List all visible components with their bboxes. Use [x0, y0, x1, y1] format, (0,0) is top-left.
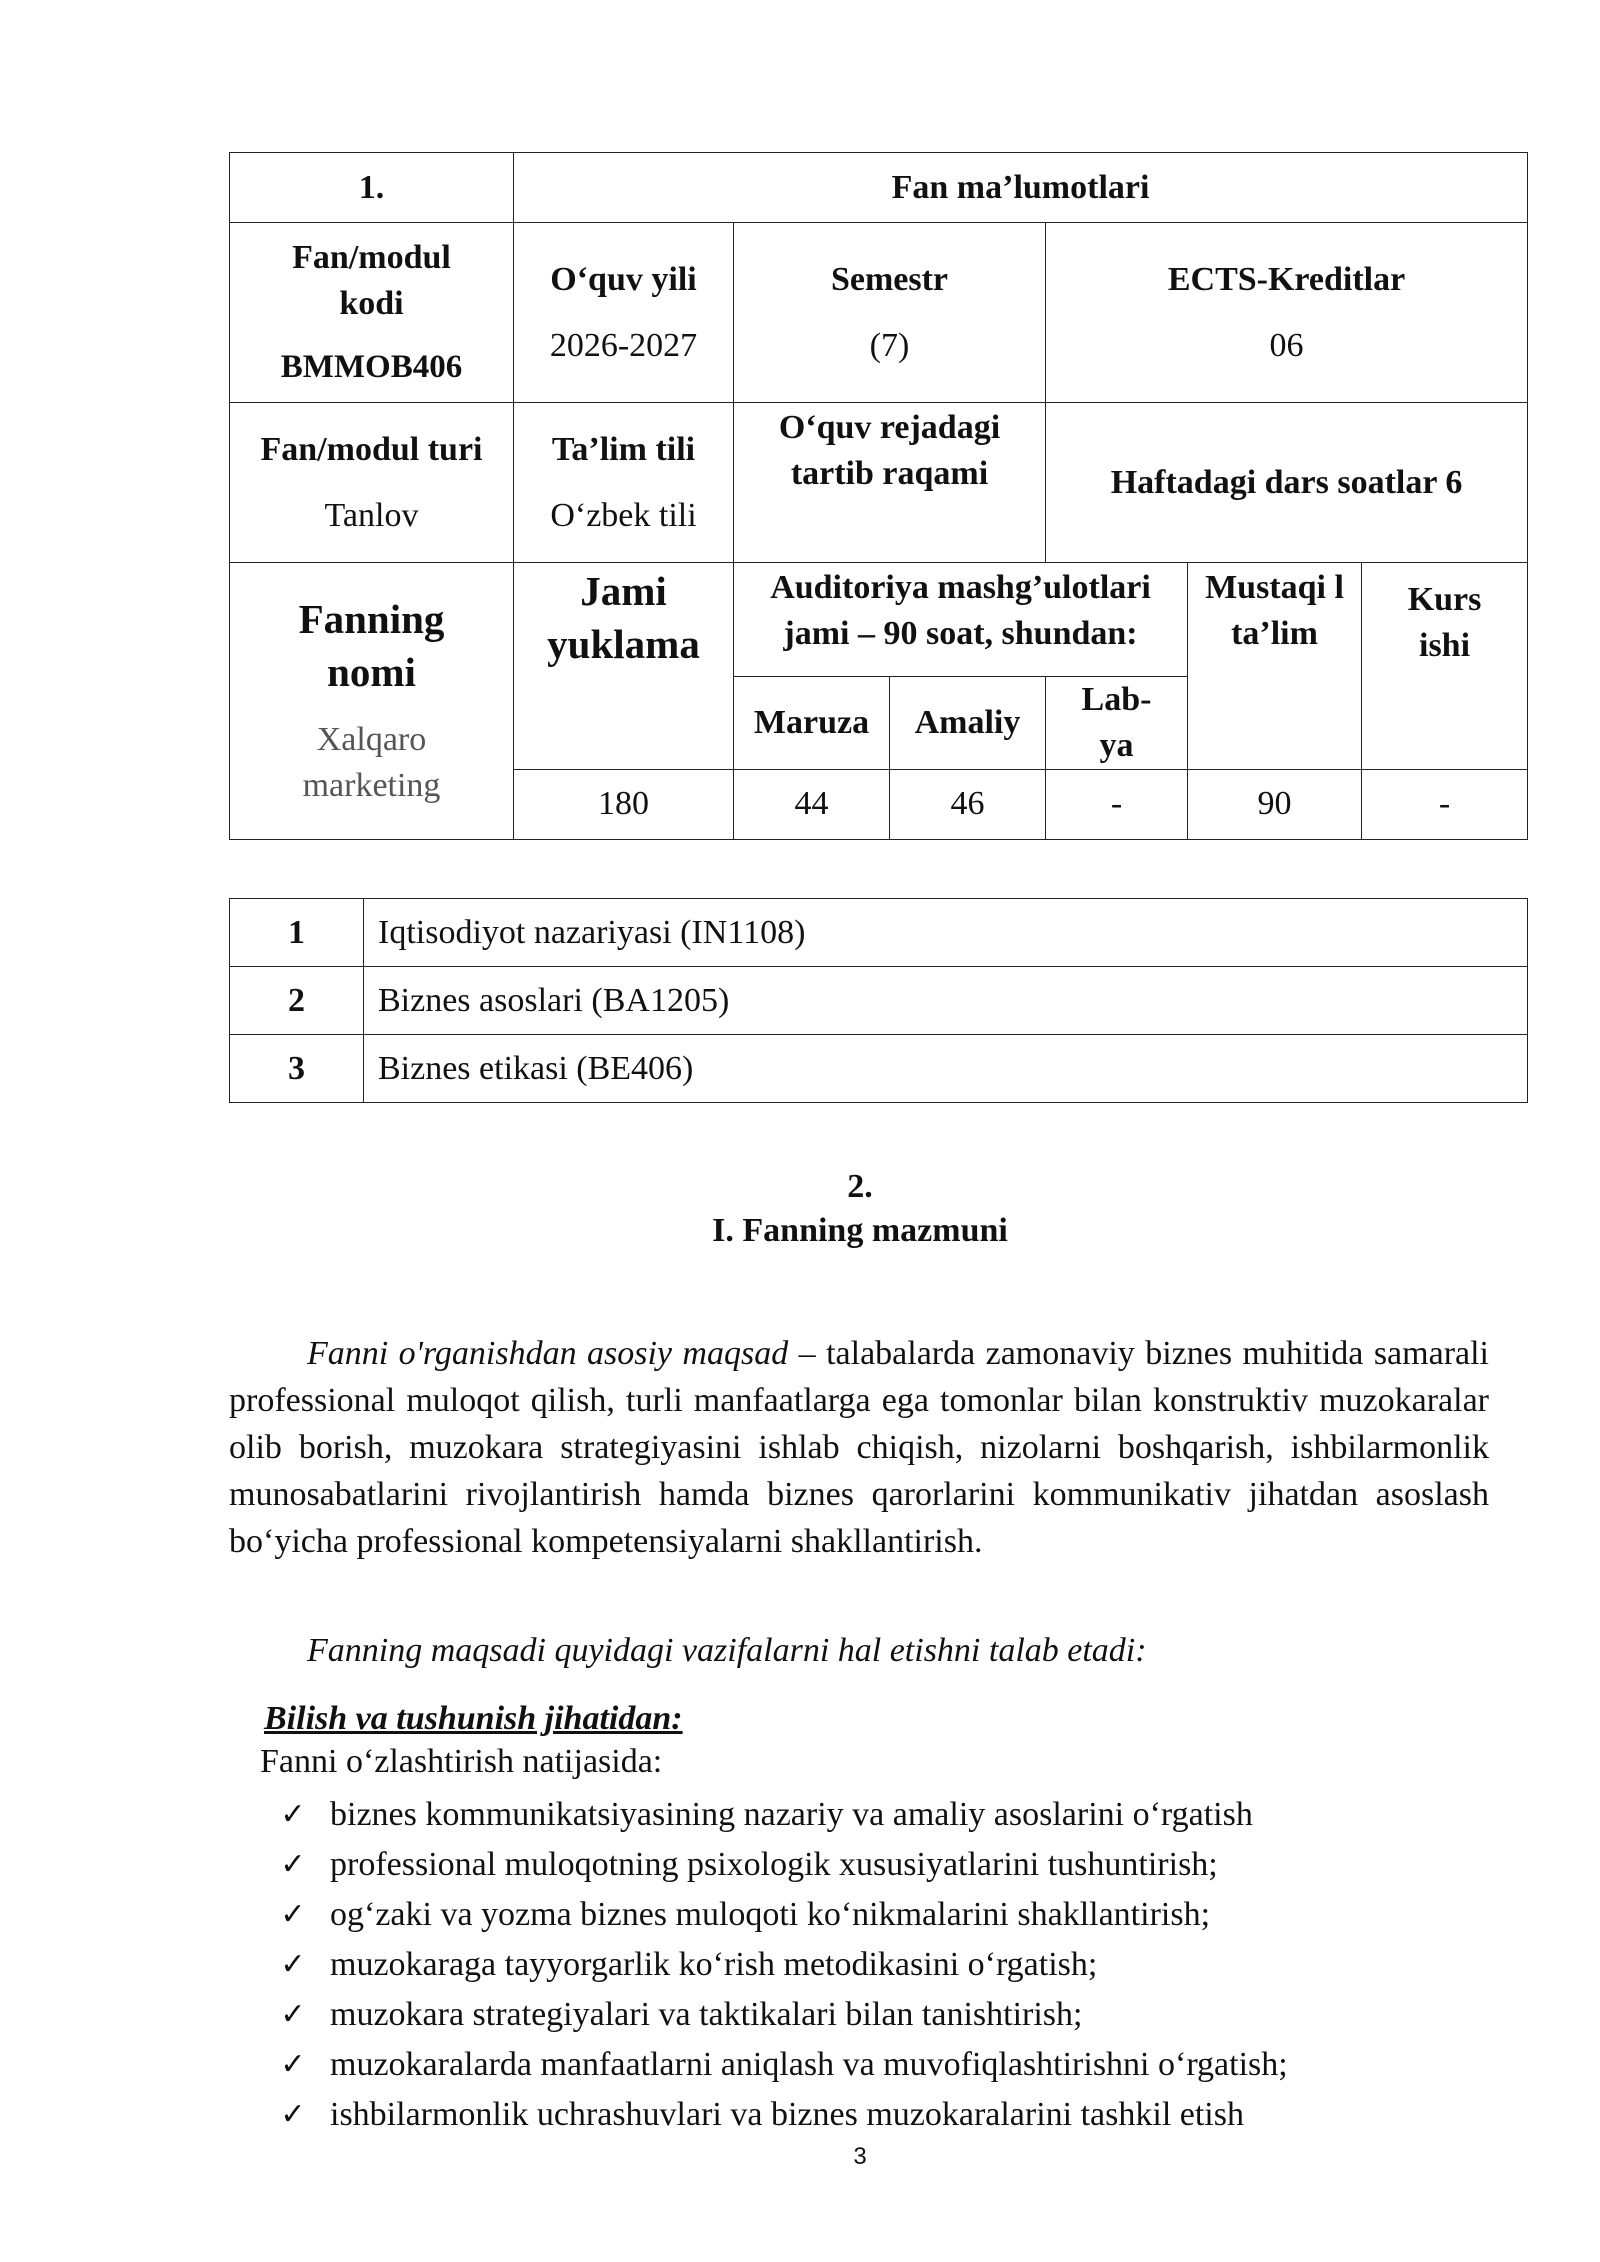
- list-item-text: og‘zaki va yozma biznes muloqoti ko‘nikmalarini shakllantirish;: [330, 1896, 1211, 1933]
- prereq-text: Biznes asoslari (BA1205): [364, 967, 1528, 1035]
- practical-label: Amaliy: [890, 677, 1046, 770]
- ects-cell: [1046, 223, 1528, 403]
- list-item-text: professional muloqotning psixologik xususiyatlarini tushuntirish;: [330, 1846, 1218, 1883]
- section-title: I. Fanning mazmuni: [712, 1212, 1008, 1249]
- ects-value: 06: [1269, 326, 1304, 364]
- semester-value: (7): [869, 326, 910, 364]
- subject-value: Xalqaro marketing: [302, 721, 441, 805]
- lang-value: O‘zbek tili: [550, 496, 697, 534]
- goal-lead: Fanni o'rganishdan asosiy maqsad: [307, 1335, 789, 1372]
- table-row: [230, 1035, 1528, 1103]
- auditorium-cell: [734, 563, 1188, 677]
- prereq-num: 3: [230, 1035, 364, 1103]
- total-label-cell: [514, 563, 734, 770]
- subheading: Bilish va tushunish jihatidan:: [264, 1700, 683, 1737]
- section-number-cell: 1.: [230, 153, 514, 223]
- auditorium-label: Auditoriya mashg’ulotlari jami – 90 soat, shundan:: [770, 569, 1151, 652]
- semester-label: Semestr: [830, 260, 949, 298]
- lab-value: -: [1046, 769, 1188, 839]
- table-row: [230, 899, 1528, 967]
- weekly-label: Haftadagi dars soatlar 6: [1110, 463, 1463, 501]
- order-label: O‘quv rejadagi tartib raqami: [778, 409, 1001, 492]
- check-icon: ✓: [280, 2098, 306, 2131]
- section-number: 2.: [847, 1168, 873, 1205]
- subject-cell: [230, 563, 514, 840]
- code-value: BMMOB406: [280, 349, 463, 386]
- year-label: O‘quv yili: [550, 260, 697, 298]
- list-item: [276, 1840, 1288, 1890]
- code-label: Fan/modul kodi: [292, 239, 451, 323]
- independent-label: Mustaqi l ta’lim: [1205, 569, 1344, 652]
- page-number: 3: [853, 2143, 867, 2170]
- list-item: [276, 1790, 1288, 1840]
- year-value: 2026-2027: [549, 326, 698, 364]
- list-item: [276, 2040, 1288, 2090]
- lang-cell: [514, 403, 734, 563]
- practical-value: 46: [890, 769, 1046, 839]
- list-item: [276, 1940, 1288, 1990]
- code-cell: [230, 223, 514, 403]
- check-icon: ✓: [280, 1898, 306, 1931]
- sub-lead: Fanni o‘zlashtirish natijasida:: [260, 1743, 663, 1780]
- weekly-cell: [1046, 403, 1528, 563]
- list-item-text: muzokaraga tayyorgarlik ko‘rish metodikasini o‘rgatish;: [330, 1946, 1098, 1983]
- list-item-text: ishbilarmonlik uchrashuvlari va biznes muzokaralarini tashkil etish: [330, 2096, 1244, 2133]
- list-item-text: muzokaralarda manfaatlarni aniqlash va muvofiqlashtirishni o‘rgatish;: [330, 2046, 1288, 2083]
- check-icon: ✓: [280, 1948, 306, 1981]
- check-icon: ✓: [280, 1798, 306, 1831]
- coursework-value: -: [1362, 769, 1528, 839]
- coursework-label: Kurs ishi: [1407, 581, 1482, 664]
- goal-body: – talabalarda zamonaviy biznes muhitida samarali professional muloqot qilish, turli manfaatlarga ega tomonlar bilan konstruktiv muzokaralar olib borish, muzokara strategiyasini ishlab chiqish, nizolarni boshqarish, ishbilarmonlik munosabatlarini rivojlantirish hamda biznes qarorlarini kommunikativ jihatdan asoslash bo‘yicha professional kompetensiyalarni shakllantirish.: [229, 1335, 1489, 1560]
- list-item-text: biznes kommunikatsiyasining nazariy va amaliy asoslarini o‘rgatish: [330, 1796, 1253, 1833]
- list-item: [276, 1890, 1288, 1940]
- coursework-label-cell: [1362, 563, 1528, 770]
- independent-label-cell: [1188, 563, 1362, 770]
- check-icon: ✓: [280, 1848, 306, 1881]
- check-icon: ✓: [280, 1998, 306, 2031]
- independent-value: 90: [1188, 769, 1362, 839]
- year-cell: [514, 223, 734, 403]
- lecture-label: Maruza: [734, 677, 890, 770]
- list-item: [276, 1990, 1288, 2040]
- total-value: 180: [514, 769, 734, 839]
- type-label: Fan/modul turi: [260, 430, 483, 468]
- subject-label: Fanning nomi: [298, 595, 445, 695]
- lecture-value: 44: [734, 769, 890, 839]
- prereq-num: 2: [230, 967, 364, 1035]
- type-cell: [230, 403, 514, 563]
- course-info-table: [229, 152, 1528, 840]
- table-heading: Fan ma’lumotlari: [514, 153, 1528, 223]
- prereq-text: Biznes etikasi (BE406): [364, 1035, 1528, 1103]
- total-label: Jami yuklama: [547, 568, 700, 668]
- objectives-checklist: [276, 1790, 1288, 2140]
- prereq-text: Iqtisodiyot nazariyasi (IN1108): [364, 899, 1528, 967]
- semester-cell: [734, 223, 1046, 403]
- check-icon: ✓: [280, 2048, 306, 2081]
- prereq-num: 1: [230, 899, 364, 967]
- goal-paragraph: [229, 1330, 1489, 1565]
- lang-label: Ta’lim tili: [551, 430, 696, 468]
- lab-label: Lab-ya: [1046, 677, 1188, 770]
- order-cell: [734, 403, 1046, 563]
- tasks-intro: Fanning maqsadi quyidagi vazifalarni hal etishni talab etadi:: [307, 1632, 1147, 1669]
- type-value: Tanlov: [324, 496, 419, 534]
- table-row: [230, 967, 1528, 1035]
- prerequisites-table: [229, 898, 1528, 1103]
- ects-label: ECTS-Kreditlar: [1167, 260, 1406, 298]
- list-item: [276, 2090, 1288, 2140]
- list-item-text: muzokara strategiyalari va taktikalari bilan tanishtirish;: [330, 1996, 1083, 2033]
